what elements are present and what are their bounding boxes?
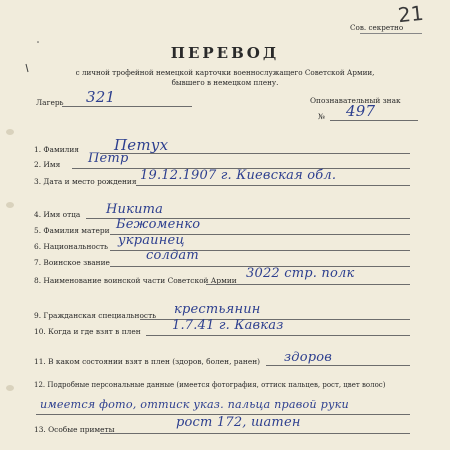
field-label-first-name xyxy=(34,160,60,169)
field-number: 8. xyxy=(34,276,42,285)
field-label-text: Имя xyxy=(43,160,61,169)
sheet-number: 21 xyxy=(396,0,425,28)
field-label-surname xyxy=(34,145,79,154)
field-label-capture-info xyxy=(34,327,141,336)
field-label-birth xyxy=(34,177,137,186)
birth-value: 19.12.1907 г. Киевская обл. xyxy=(140,168,337,183)
ident-number-sign: № xyxy=(318,112,325,121)
camp-line xyxy=(62,106,192,107)
field-number: 11. xyxy=(34,357,46,366)
field-number: 12. xyxy=(34,381,46,389)
document-subtitle-line2: бывшего в немецком плену. xyxy=(171,78,279,87)
field-label-text: Фамилия матери xyxy=(43,226,110,235)
field-number: 4. xyxy=(34,210,42,219)
mother-surname-value: Бежоменко xyxy=(116,217,201,232)
field-label-father-name xyxy=(34,210,80,219)
civil-profession-value: крестьянин xyxy=(174,302,261,317)
field-line xyxy=(136,185,410,186)
camp-label: Лагерь xyxy=(36,98,64,107)
field-number: 7. xyxy=(34,258,42,267)
field-number: 1. xyxy=(34,145,42,154)
field-label-mother-surname xyxy=(34,226,110,235)
surname-value: Петух xyxy=(114,136,169,154)
pencil-dot-mark xyxy=(37,41,39,43)
field-number: 5. xyxy=(34,226,42,235)
field-label-text: Гражданская специальность xyxy=(43,311,157,320)
ident-label: Опознавательный знак xyxy=(310,96,401,105)
capture-condition-value: здоров xyxy=(284,350,333,365)
field-label-text: Когда и где взят в плен xyxy=(48,327,141,336)
field-number: 2. xyxy=(34,160,42,169)
rank-value: солдат xyxy=(146,248,199,263)
ident-line xyxy=(330,120,418,121)
first-name-value: Петр xyxy=(88,151,129,166)
classification-underline xyxy=(360,33,422,34)
field-number: 6. xyxy=(34,242,42,251)
document-subtitle-line1: с личной трофейной немецкой карточки военнослужащего Советской Армии, xyxy=(75,68,375,77)
field-label-text: Национальность xyxy=(43,242,109,251)
binder-hole xyxy=(6,385,14,391)
field-label-text: Фамилия xyxy=(43,145,79,154)
field-label-text: Дата и место рождения xyxy=(43,177,137,186)
document-title: ПЕРЕВОД xyxy=(170,44,280,62)
field-number: 3. xyxy=(34,177,42,186)
classification-label: Сов. секретно xyxy=(350,23,404,32)
military-unit-value: 3022 стр. полк xyxy=(246,266,355,281)
special-marks-value: рост 172, шатен xyxy=(176,415,301,430)
field-label-text: Имя отца xyxy=(43,210,81,219)
binder-hole xyxy=(6,202,14,208)
field-label-text: Воинское звание xyxy=(43,258,110,267)
field-number: 10. xyxy=(34,327,46,336)
field-label-text: Подробные персональные данные (имеется фотография, оттиск пальцев, рост, цвет волос) xyxy=(47,381,386,389)
camp-value: 321 xyxy=(86,88,116,106)
field-line xyxy=(266,365,410,366)
field-number: 13. xyxy=(34,425,46,434)
field-label-capture-condition xyxy=(34,357,260,366)
personal-data-value: имеется фото, оттиск указ. пальца правой руки xyxy=(40,398,349,411)
field-line xyxy=(206,284,410,285)
field-label-text: В каком состоянии взят в плен (здоров, болен, ранен) xyxy=(48,357,261,366)
field-label-civil-profession xyxy=(34,311,156,320)
binder-hole xyxy=(6,129,14,135)
field-label-nationality xyxy=(34,242,108,251)
field-label-personal-data xyxy=(34,381,385,389)
field-label-rank xyxy=(34,258,110,267)
field-line xyxy=(146,335,410,336)
field-line xyxy=(100,433,410,434)
ident-value: 497 xyxy=(346,102,376,120)
field-label-text: Наименование воинской части Советской Армии xyxy=(43,276,237,285)
nationality-value: украинец xyxy=(118,233,185,248)
father-name-value: Никита xyxy=(106,202,164,217)
capture-info-value: 1.7.41 г. Кавказ xyxy=(172,318,284,333)
field-number: 9. xyxy=(34,311,42,320)
field-label-text: Особые приметы xyxy=(48,425,115,434)
